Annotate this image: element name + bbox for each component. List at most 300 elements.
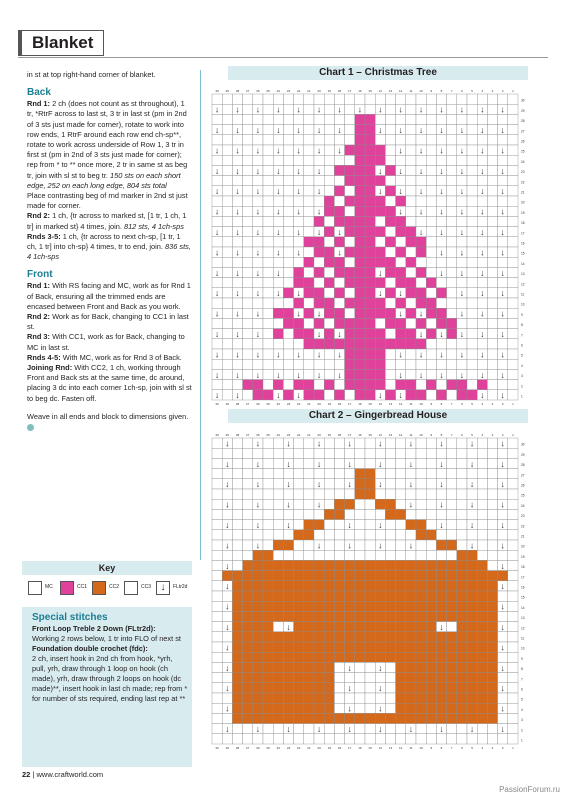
chart-cell — [222, 469, 232, 479]
chart-cell — [447, 601, 457, 611]
chart-cell — [243, 611, 253, 621]
chart-cell — [498, 114, 508, 124]
chart-cell — [508, 176, 518, 186]
chart-cell — [508, 632, 518, 642]
col-number: 10 — [419, 433, 423, 437]
chart-cell — [508, 145, 518, 155]
down-arrow-icon: ↓ — [337, 369, 342, 380]
chart-cell — [508, 724, 518, 734]
col-number: 25 — [266, 746, 270, 750]
chart-cell — [222, 713, 232, 723]
chart-cell — [487, 339, 497, 349]
down-arrow-icon: ↓ — [255, 226, 261, 237]
chart-cell — [416, 591, 426, 601]
chart-cell — [447, 652, 457, 662]
chart-cell — [304, 390, 314, 400]
chart-cell — [314, 114, 324, 124]
chart-cell — [263, 257, 273, 267]
chart-cell — [263, 673, 273, 683]
down-arrow-icon: ↓ — [316, 369, 322, 380]
col-number: 11 — [409, 746, 413, 750]
col-number: 11 — [409, 402, 413, 406]
chart-cell — [498, 359, 508, 369]
chart-cell — [498, 216, 508, 226]
chart-cell — [457, 237, 467, 247]
chart-cell — [283, 560, 293, 570]
chart-cell — [416, 298, 426, 308]
chart-cell — [396, 581, 406, 591]
chart-cell — [406, 611, 416, 621]
row-number: 21 — [521, 534, 525, 539]
chart-cell — [334, 458, 344, 468]
chart-cell — [385, 438, 395, 448]
chart-cell — [304, 622, 314, 632]
col-number: 9 — [430, 746, 433, 750]
col-number: 25 — [266, 433, 270, 437]
down-arrow-icon: ↓ — [408, 438, 414, 449]
row-number: 10 — [521, 302, 525, 307]
chart-cell — [304, 489, 314, 499]
down-arrow-icon: ↓ — [214, 104, 220, 115]
chart-cell — [304, 339, 314, 349]
chart-cell — [304, 318, 314, 328]
chart-cell — [253, 622, 263, 632]
chart-cell — [355, 135, 365, 145]
chart-cell — [508, 673, 518, 683]
chart-cell — [314, 278, 324, 288]
chart-cell — [436, 469, 446, 479]
chart-cell — [457, 438, 467, 448]
column-divider — [200, 70, 201, 560]
down-arrow-icon: ↓ — [337, 124, 342, 135]
chart-cell — [416, 703, 426, 713]
chart-cell — [365, 186, 375, 196]
chart-cell — [355, 165, 365, 175]
chart-cell — [334, 622, 344, 632]
chart-cell — [334, 390, 344, 400]
col-number: 4 — [481, 746, 484, 750]
chart-cell — [457, 257, 467, 267]
chart-cell — [283, 359, 293, 369]
chart-cell — [355, 176, 365, 186]
chart-cell — [457, 530, 467, 540]
chart-cell — [304, 145, 314, 155]
chart-cell — [283, 349, 293, 359]
down-arrow-icon: ↓ — [337, 328, 342, 339]
key-legend — [22, 575, 192, 603]
chart-cell — [253, 632, 263, 642]
chart-cell — [467, 278, 477, 288]
chart-cell — [243, 247, 253, 257]
chart-cell — [375, 349, 385, 359]
chart-cell — [406, 145, 416, 155]
chart-cell — [222, 591, 232, 601]
front-rnd45-text: With MC, work as for Rnd 3 of Back. — [62, 352, 182, 362]
chart-cell — [375, 278, 385, 288]
chart-cell — [365, 622, 375, 632]
chart-cell — [447, 499, 457, 509]
chart-cell — [273, 479, 283, 489]
chart-cell — [477, 713, 487, 723]
chart-cell — [263, 339, 273, 349]
chart-cell — [345, 206, 355, 216]
chart-cell — [365, 155, 375, 165]
down-arrow-icon: ↓ — [286, 499, 291, 510]
col-number: 17 — [348, 402, 352, 406]
chart-cell — [324, 155, 334, 165]
chart-cell — [294, 683, 304, 693]
col-number: 19 — [327, 746, 331, 750]
chart-cell — [385, 550, 395, 560]
row-number: 30 — [521, 442, 525, 447]
down-arrow-icon: ↓ — [418, 369, 424, 380]
row-number: 28 — [521, 119, 525, 124]
chart-cell — [345, 509, 355, 519]
chart-cell — [477, 499, 487, 509]
col-number: 17 — [348, 89, 352, 93]
chart-cell — [355, 479, 365, 489]
chart-cell — [487, 703, 497, 713]
chart-cell — [416, 438, 426, 448]
chart-cell — [385, 724, 395, 734]
chart-cell — [243, 104, 253, 114]
chart-cell — [253, 216, 263, 226]
chart-cell — [447, 550, 457, 560]
chart-cell — [385, 257, 395, 267]
down-arrow-icon: ↓ — [500, 438, 505, 449]
chart-cell — [375, 581, 385, 591]
key-label-cc2: CC2 — [109, 584, 120, 590]
chart-cell — [243, 458, 253, 468]
footer — [22, 770, 103, 779]
chart-cell — [314, 591, 324, 601]
chart-cell — [447, 298, 457, 308]
chart-cell — [324, 369, 334, 379]
chart-cell — [477, 458, 487, 468]
down-arrow-icon: ↓ — [337, 104, 342, 115]
chart-cell — [416, 267, 426, 277]
chart-cell — [324, 267, 334, 277]
chart-cell — [365, 278, 375, 288]
chart-cell — [436, 550, 446, 560]
chart-cell — [365, 237, 375, 247]
col-number: 13 — [388, 433, 393, 437]
chart-cell — [385, 298, 395, 308]
chart-cell — [314, 734, 324, 744]
chart-cell — [253, 550, 263, 560]
chart-cell — [467, 530, 477, 540]
chart-cell — [447, 703, 457, 713]
chart-cell — [355, 380, 365, 390]
chart-cell — [508, 278, 518, 288]
chart-cell — [406, 135, 416, 145]
intro-text: in st at top right-hand corner of blanket. — [27, 70, 156, 79]
chart-cell — [304, 329, 314, 339]
chart-cell — [406, 257, 416, 267]
chart-cell — [324, 145, 334, 155]
chart-cell — [294, 479, 304, 489]
chart-cell — [385, 520, 395, 530]
chart-cell — [467, 318, 477, 328]
chart-cell — [253, 298, 263, 308]
front-rnd3 — [27, 332, 192, 352]
chart-cell — [365, 247, 375, 257]
row-number: 14 — [521, 261, 525, 266]
col-number: 30 — [215, 433, 219, 437]
chart-cell — [426, 622, 436, 632]
chart-cell — [487, 438, 497, 448]
chart-cell — [375, 642, 385, 652]
chart-cell — [457, 278, 467, 288]
col-number: 6 — [461, 89, 463, 93]
chart-cell — [232, 581, 242, 591]
col-number: 23 — [286, 433, 291, 437]
chart-cell — [222, 571, 232, 581]
chart-cell — [457, 196, 467, 206]
chart-cell — [396, 329, 406, 339]
chart-cell — [243, 601, 253, 611]
chart-cell — [467, 135, 477, 145]
row-number: 3 — [521, 374, 523, 379]
chart-cell — [273, 520, 283, 530]
col-number: 12 — [399, 433, 403, 437]
cc2-swatch — [92, 581, 106, 595]
down-arrow-icon: ↓ — [459, 267, 465, 278]
col-number: 7 — [450, 89, 453, 93]
chart-cell — [426, 145, 436, 155]
col-number: 2 — [501, 433, 504, 437]
down-arrow-icon: ↓ — [316, 349, 322, 360]
chart-cell — [222, 359, 232, 369]
chart-cell — [365, 469, 375, 479]
back-rnd2-text: 1 ch, {tr across to marked st, [1 tr, 1 ch, 1 tr] in marked st} 4 times, join. — [27, 211, 187, 231]
chart-cell — [232, 448, 242, 458]
row-number: 16 — [521, 585, 525, 590]
chart-cell — [324, 216, 334, 226]
chart-cell — [253, 155, 263, 165]
joining-rnd — [27, 363, 192, 404]
chart-cell — [467, 673, 477, 683]
chart-cell — [304, 479, 314, 489]
chart-cell — [467, 632, 477, 642]
down-arrow-icon: ↓ — [500, 390, 505, 401]
col-number: 4 — [481, 433, 484, 437]
chart-cell — [447, 469, 457, 479]
chart-cell — [396, 339, 406, 349]
chart-cell — [447, 390, 457, 400]
chart-cell — [426, 438, 436, 448]
chart-cell — [294, 318, 304, 328]
chart-cell — [232, 540, 242, 550]
chart-cell — [467, 622, 477, 632]
down-arrow-icon: ↓ — [316, 206, 322, 217]
chart-cell — [273, 540, 283, 550]
chart-cell — [324, 288, 334, 298]
chart-cell — [243, 186, 253, 196]
chart-cell — [324, 359, 334, 369]
chart-cell — [324, 329, 334, 339]
key-heading: Key — [22, 561, 192, 575]
chart-cell — [426, 288, 436, 298]
chart-cell — [222, 550, 232, 560]
chart-cell — [457, 339, 467, 349]
chart-cell — [253, 196, 263, 206]
chart-cell — [375, 155, 385, 165]
chart-cell — [283, 145, 293, 155]
down-arrow-icon: ↓ — [225, 479, 230, 490]
chart-cell — [508, 713, 518, 723]
chart-cell — [508, 237, 518, 247]
row-number: 14 — [521, 605, 525, 610]
row-number: 25 — [521, 493, 525, 498]
down-arrow-icon: ↓ — [459, 308, 465, 319]
down-arrow-icon: ↓ — [214, 308, 220, 319]
chart-cell — [508, 216, 518, 226]
chart-cell — [396, 540, 406, 550]
chart-cell — [304, 237, 314, 247]
down-arrow-icon: ↓ — [316, 308, 322, 319]
down-arrow-icon: ↓ — [378, 683, 383, 694]
chart-cell — [283, 489, 293, 499]
chart-cell — [487, 165, 497, 175]
chart-cell — [334, 114, 344, 124]
chart-cell — [324, 104, 334, 114]
chart-cell — [212, 662, 222, 672]
down-arrow-icon: ↓ — [398, 186, 403, 197]
chart-cell — [345, 693, 355, 703]
chart-cell — [345, 581, 355, 591]
chart-cell — [416, 196, 426, 206]
chart-cell — [253, 652, 263, 662]
down-arrow-icon: ↓ — [296, 186, 301, 197]
chart-cell — [294, 176, 304, 186]
chart-cell — [232, 520, 242, 530]
chart-cell — [243, 734, 253, 744]
chart-cell — [212, 560, 222, 570]
chart-cell — [263, 469, 273, 479]
back-rnd2-label: Rnd 2: — [27, 211, 50, 221]
chart-cell — [426, 257, 436, 267]
down-arrow-icon: ↓ — [378, 124, 383, 135]
chart-cell — [294, 581, 304, 591]
down-arrow-icon: ↓ — [500, 479, 505, 490]
chart-cell — [426, 591, 436, 601]
down-arrow-icon: ↓ — [500, 581, 505, 592]
chart-cell — [467, 216, 477, 226]
chart-cell — [263, 540, 273, 550]
chart-cell — [385, 652, 395, 662]
chart-cell — [487, 540, 497, 550]
chart-cell — [416, 673, 426, 683]
chart-cell — [212, 683, 222, 693]
chart-cell — [375, 652, 385, 662]
chart-cell — [355, 540, 365, 550]
chart-cell — [283, 540, 293, 550]
chart-cell — [304, 278, 314, 288]
down-arrow-icon: ↓ — [276, 226, 281, 237]
chart-cell — [436, 318, 446, 328]
chart-cell — [212, 114, 222, 124]
chart-cell — [314, 560, 324, 570]
chart-cell — [334, 216, 344, 226]
col-number: 8 — [440, 89, 443, 93]
chart-cell — [314, 380, 324, 390]
chart-cell — [375, 448, 385, 458]
chart-cell — [416, 530, 426, 540]
chart-cell — [355, 734, 365, 744]
chart-cell — [406, 652, 416, 662]
chart-cell — [212, 237, 222, 247]
chart-cell — [447, 104, 457, 114]
chart-cell — [345, 125, 355, 135]
chart-cell — [253, 673, 263, 683]
chart-cell — [222, 390, 232, 400]
col-number: 11 — [409, 433, 413, 437]
chart-cell — [447, 278, 457, 288]
chart-cell — [467, 176, 477, 186]
chart-cell — [283, 206, 293, 216]
down-arrow-icon: ↓ — [408, 540, 414, 551]
chart-cell — [243, 216, 253, 226]
chart-cell — [406, 339, 416, 349]
chart-cell — [355, 196, 365, 206]
chart-cell — [283, 713, 293, 723]
chart-cell — [457, 642, 467, 652]
chart-cell — [396, 489, 406, 499]
chart-cell — [487, 550, 497, 560]
chart-cell — [273, 257, 283, 267]
chart-cell — [498, 734, 508, 744]
chart-cell — [416, 288, 426, 298]
chart-cell — [283, 369, 293, 379]
chart-cell — [426, 601, 436, 611]
chart-cell — [375, 216, 385, 226]
chart-cell — [385, 196, 395, 206]
chart-cell — [406, 591, 416, 601]
chart-cell — [406, 247, 416, 257]
chart-cell — [406, 196, 416, 206]
chart-cell — [477, 135, 487, 145]
chart-cell — [508, 329, 518, 339]
chart-cell — [294, 155, 304, 165]
col-number: 30 — [215, 746, 219, 750]
chart-cell — [375, 237, 385, 247]
chart-cell — [222, 125, 232, 135]
chart-cell — [294, 380, 304, 390]
row-number: 20 — [521, 544, 525, 549]
chart-cell — [467, 206, 477, 216]
chart-cell — [457, 469, 467, 479]
chart-cell — [222, 308, 232, 318]
chart-cell — [232, 673, 242, 683]
chart-cell — [436, 339, 446, 349]
chart-cell — [232, 509, 242, 519]
col-number: 12 — [399, 402, 403, 406]
chart-cell — [365, 196, 375, 206]
chart-cell — [406, 642, 416, 652]
row-number: 8 — [521, 323, 523, 328]
chart-cell — [477, 520, 487, 530]
chart-cell — [243, 530, 253, 540]
chart-cell — [467, 550, 477, 560]
chart-cell — [232, 724, 242, 734]
chart-cell — [243, 673, 253, 683]
down-arrow-icon: ↓ — [316, 723, 322, 734]
down-arrow-icon: ↓ — [286, 519, 291, 530]
chart-cell — [324, 530, 334, 540]
chart-cell — [334, 448, 344, 458]
chart-cell — [385, 632, 395, 642]
